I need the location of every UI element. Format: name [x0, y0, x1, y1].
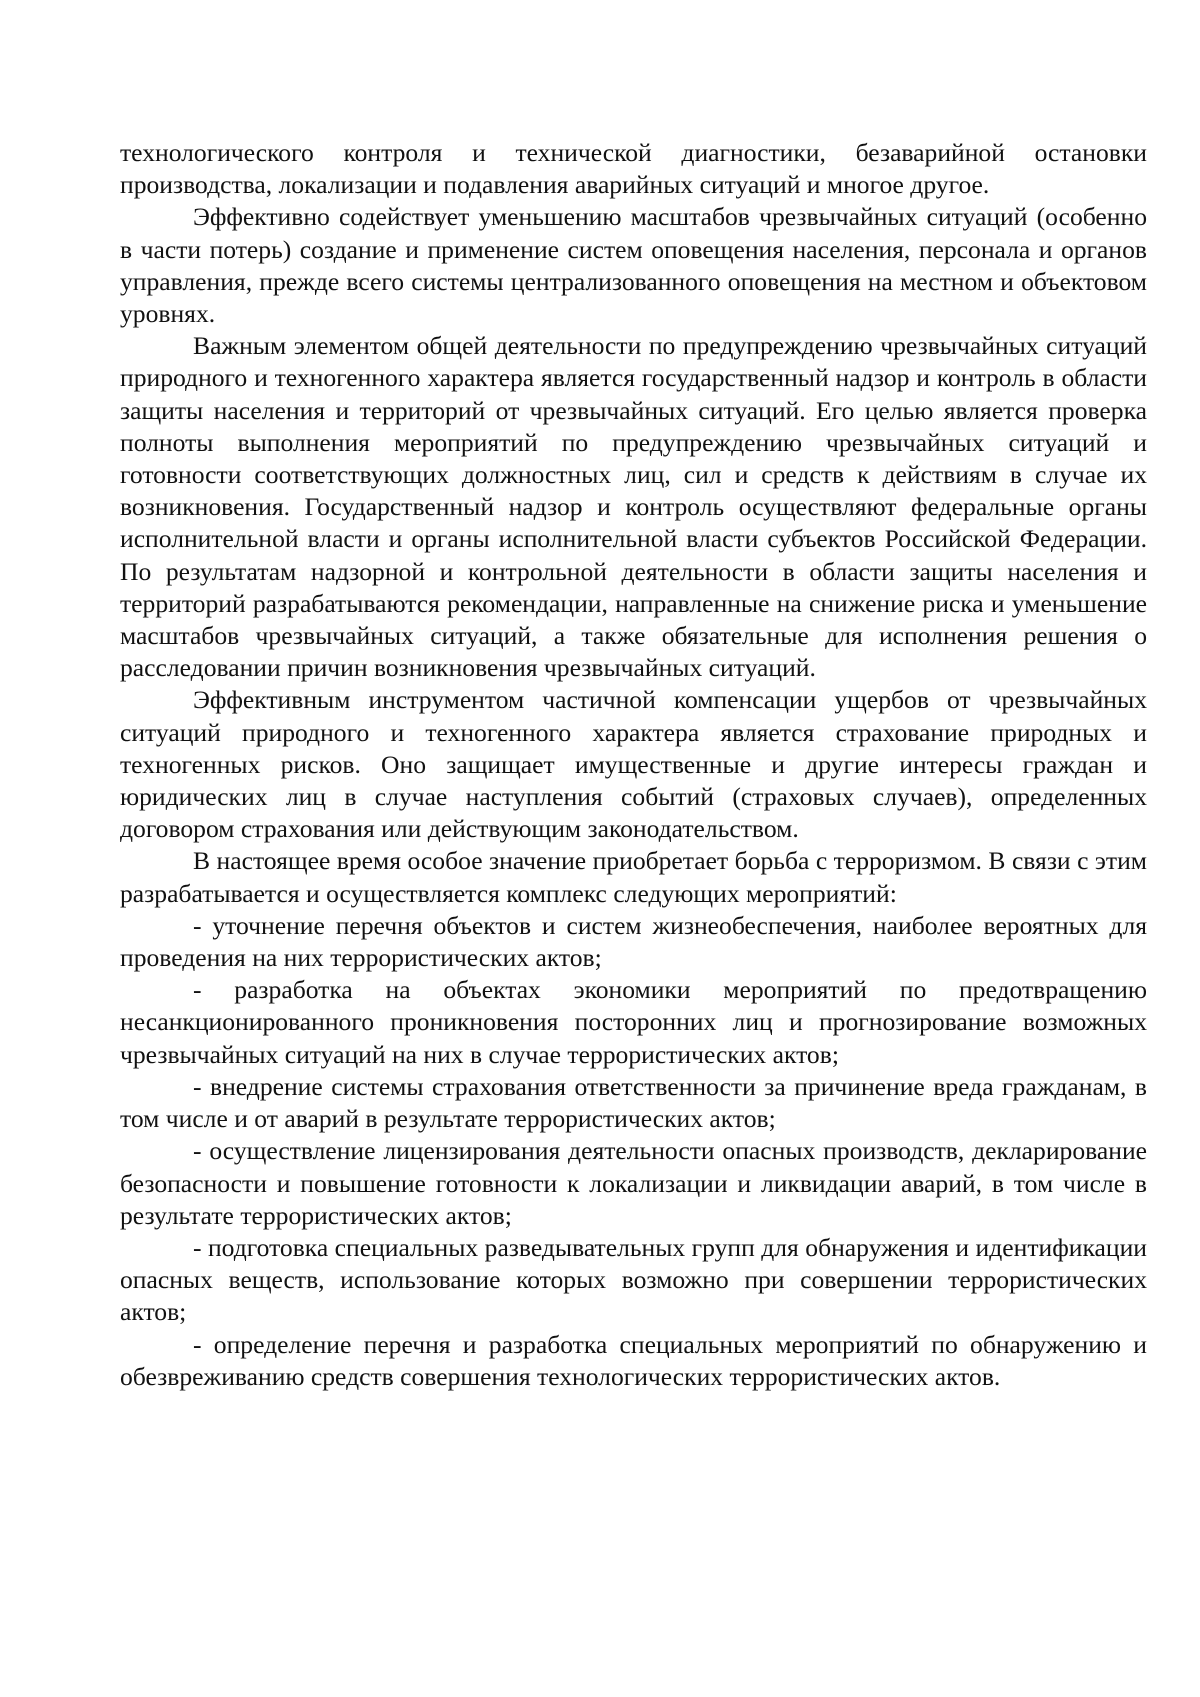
- list-item-1: - уточнение перечня объектов и систем жизнеобеспечения, наиболее вероятных для проведения на них террористических актов;: [120, 910, 1147, 973]
- list-item-2: - разработка на объектах экономики мероприятий по предотвращению несанкционированного проникновения посторонних лиц и прогнозирование возможных чрезвычайных ситуаций на них в случае террористических актов;: [120, 975, 1147, 1069]
- paragraph-3: Важным элементом общей деятельности по предупреждению чрезвычайных ситуаций природного и техногенного характера является государственный надзор и контроль в области защиты населения и территорий от чрезвычайных ситуаций. Его целью является проверка полноты выполнения мероприятий по предупреждению чрезвычайных ситуаций и готовности соответствующих должностных лиц, сил и средств к действиям в случае их возникновения. Государственный надзор и контроль осуществляют федеральные органы исполнительной власти и органы исполнительной власти субъектов Российской Федерации. По результатам надзорной и контрольной деятельности в области защиты населения и территорий разрабатываются рекомендации, направленные на снижение риска и уменьшение масштабов чрезвычайных ситуаций, а также обязательные для исполнения решения о расследовании причин возникновения чрезвычайных ситуаций.: [120, 331, 1147, 683]
- paragraph-1: технологического контроля и технической диагностики, безаварийной остановки производства, локализации и подавления аварийных ситуаций и многое другое.: [120, 138, 1147, 200]
- paragraph-5: В настоящее время особое значение приобретает борьба с терроризмом. В связи с этим разрабатывается и осуществляется комплекс следующих мероприятий:: [120, 846, 1147, 908]
- paragraph-4: Эффективным инструментом частичной компенсации ущербов от чрезвычайных ситуаций природного и техногенного характера является страхование природных и техногенных рисков. Оно защищает имущественные и другие интересы граждан и юридических лиц в случае наступления событий (страховых случаев), определенных договором страхования или действующим законодательством.: [120, 685, 1147, 844]
- list-item-3: - внедрение системы страхования ответственности за причинение вреда гражданам, в том числе и от аварий в результате террористических актов;: [120, 1071, 1147, 1134]
- list-item-6: - определение перечня и разработка специальных мероприятий по обнаружению и обезвреживанию средств совершения технологических террористических актов.: [120, 1329, 1147, 1391]
- list-item-4: - осуществление лицензирования деятельности опасных производств, декларирование безопасности и повышение готовности к локализации и ликвидации аварий, в том числе в результате террористических актов;: [120, 1136, 1147, 1230]
- document-page: [120, 137, 1147, 1393]
- list-item-5: - подготовка специальных разведывательных групп для обнаружения и идентификации опасных веществ, использование которых возможно при совершении террористических актов;: [120, 1232, 1147, 1327]
- paragraph-2: Эффективно содействует уменьшению масштабов чрезвычайных ситуаций (особенно в части потерь) создание и применение систем оповещения населения, персонала и органов управления, прежде всего системы централизованного оповещения на местном и объектовом уровнях.: [120, 202, 1147, 329]
